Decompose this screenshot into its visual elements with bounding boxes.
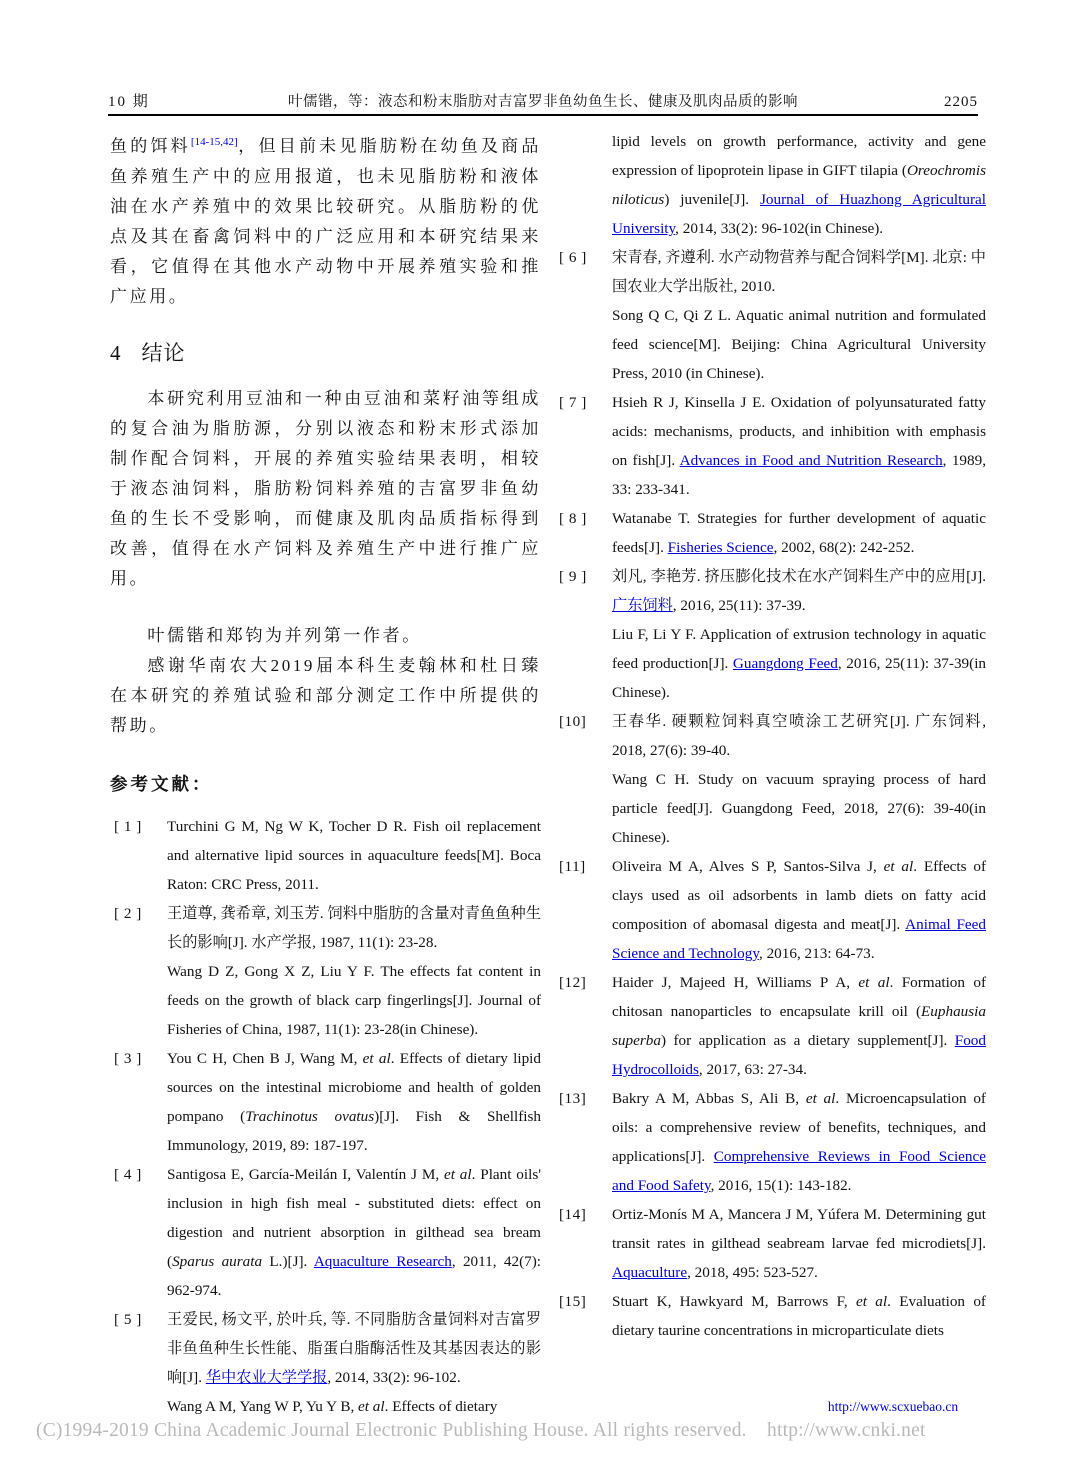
references-list-right (555, 127, 986, 1345)
reference-text: Stuart K, Hawkyard M, Barrows F, (612, 1293, 857, 1310)
reference-text: . Effects of dietary (384, 1397, 498, 1415)
paragraph-text: ，但目前未见脂肪粉在幼鱼及商品鱼养殖生产中的应用报道，也未见脂肪粉和液体油在水产养殖中的效果比较研究。从脂肪粉的优点及其在畜禽饲料中的广泛应用和本研究结果来看，它值得在其他水产动物中开展养殖实验和推广应用。 (110, 136, 542, 306)
reference-text: Trachinotus ovatus (245, 1107, 375, 1125)
reference-text-block (612, 968, 986, 1084)
reference-text: et al (883, 858, 914, 875)
reference-text: 王爱民, 杨文平, 於叶兵, 等. 不同脂肪含量饲料对吉富罗非鱼鱼种生长性能、脂蛋白脂酶活性及其基因表达的影响[J]. (167, 1310, 541, 1386)
reference-text: et al (358, 1397, 385, 1415)
reference-text: , 2014, 33(2): 96-102(in Chinese). (675, 220, 884, 237)
reference-number: [11] (559, 858, 586, 875)
reference-number: [ 9 ] (559, 568, 587, 585)
reference-text: , 2018, 495: 523-527. (687, 1264, 818, 1281)
journal-link[interactable]: 华中农业大学学报 (205, 1368, 328, 1386)
reference-text-block (167, 1160, 541, 1305)
reference-number: [15] (559, 1293, 587, 1310)
reference-text-block (612, 562, 986, 620)
reference-text: . Formation of chitosan nanoparticles to encapsulate krill oil ( (612, 974, 986, 1020)
reference-number: [ 1 ] (114, 817, 142, 835)
reference-text-block (612, 388, 986, 504)
reference-text: . Microencapsulation of oils: a comprehensive review of benefits, techniques, and applications[J]. (612, 1090, 986, 1165)
page-header (108, 90, 978, 111)
references-list-left (110, 812, 541, 1421)
journal-link[interactable]: Food Hydrocolloids (612, 1032, 986, 1078)
page-number: 2205 (944, 94, 978, 110)
reference-item (110, 899, 541, 1044)
author-note: 叶儒锴和郑钧为并列第一作者。 (147, 625, 422, 645)
reference-number: [10] (559, 713, 587, 730)
reference-text: . Plant oils' inclusion in high fish meal - substituted diets: effect on digestion and nutrient absorption in gilthead sea bream ( (167, 1165, 541, 1270)
reference-text: Wang D Z, Gong X Z, Liu Y F. The effects fat content in feeds on the growth of black carp fingerlings[J]. Journal of Fisheries of China, 1987, 11(1): 23-28(in Chinese). (167, 962, 541, 1038)
reference-text: Turchini G M, Ng W K, Tocher D R. Fish oil replacement and alternative lipid sources in aquaculture feeds[M]. Boca Raton: CRC Press, 2011. (167, 817, 541, 893)
reference-text-block (167, 812, 541, 899)
reference-text: 王春华. 硬颗粒饲料真空喷涂工艺研究[J]. 广东饲料, 2018, 27(6): 39-40. (612, 713, 986, 759)
journal-link[interactable]: Guangdong Feed (732, 655, 838, 672)
reference-text: Oreochromis niloticus (612, 162, 986, 208)
reference-text: Watanabe T. Strategies for further development of aquatic feeds[J]. (612, 510, 986, 556)
reference-text: ) juvenile[J]. (664, 191, 760, 208)
reference-text: Bakry A M, Abbas S, Ali B, (612, 1090, 806, 1107)
reference-number: [13] (559, 1090, 587, 1107)
reference-item (555, 388, 986, 504)
reference-number: [ 5 ] (114, 1310, 142, 1328)
reference-item (110, 1160, 541, 1305)
reference-number: [14] (559, 1206, 587, 1223)
reference-text: et al (443, 1165, 472, 1183)
reference-item (555, 1084, 986, 1200)
references-heading: 参考文献： (110, 773, 213, 794)
reference-text: Wang A M, Yang W P, Yu Y B, (167, 1397, 359, 1415)
reference-text-block (612, 620, 986, 707)
reference-text: Liu F, Li Y F. Application of extrusion technology in aquatic feed production[J]. (612, 626, 986, 672)
reference-item (110, 1044, 541, 1160)
reference-text: Euphausia superba (612, 1003, 986, 1049)
journal-link[interactable]: Aquaculture (612, 1264, 688, 1281)
journal-link[interactable]: Animal Feed Science and Technology (612, 916, 987, 962)
reference-text: 刘凡, 李艳芳. 挤压膨化技术在水产饲料生产中的应用[J]. (612, 568, 986, 585)
reference-text-block (612, 852, 986, 968)
conclusion-paragraph: 本研究利用豆油和一种由豆油和菜籽油等组成的复合油为脂肪源，分别以液态和粉末形式添加制作配合饲料，开展的养殖实验结果表明，相较于液态油饲料，脂肪粉饲料养殖的吉富罗非鱼幼鱼的生长不受影响，而健康及肌肉品质指标得到改善，值得在水产饲料及养殖生产中进行推广应用。 (110, 388, 541, 588)
reference-text-block (167, 957, 541, 1044)
reference-text: , 2016, 213: 64-73. (758, 945, 875, 962)
reference-number: [ 2 ] (114, 904, 142, 922)
section-title: 结论 (141, 340, 186, 365)
reference-text-block (612, 127, 986, 243)
reference-number: [ 7 ] (559, 394, 587, 411)
reference-text: Santigosa E, García-Meilán I, Valentín J M, (167, 1165, 444, 1183)
reference-text: , 2016, 25(11): 37-39. (672, 597, 806, 614)
reference-text: You C H, Chen B J, Wang M, (167, 1049, 363, 1067)
paragraph-text: 鱼的饵料 (110, 136, 191, 156)
section-heading (110, 337, 541, 367)
reference-item (555, 968, 986, 1084)
reference-text: Hsieh R J, Kinsella J E. Oxidation of polyunsaturated fatty acids: mechanisms, products, and inhibition with emphasis on fish[J]. (612, 394, 986, 469)
reference-text-block (612, 1200, 986, 1287)
reference-number: [ 8 ] (559, 510, 587, 527)
reference-number: [ 6 ] (559, 249, 587, 266)
reference-text: , 2016, 25(11): 37-39(in Chinese). (612, 655, 987, 701)
reference-text: lipid levels on growth performance, activity and gene expression of lipoprotein lipase in GIFT tilapia ( (612, 133, 986, 179)
reference-text: Oliveira M A, Alves S P, Santos-Silva J, (612, 858, 884, 875)
reference-text-block (167, 1392, 541, 1421)
reference-item (555, 562, 986, 707)
reference-item (555, 707, 986, 852)
journal-url-link[interactable]: http://www.scxuebao.cn (827, 1399, 959, 1414)
reference-item (110, 1305, 541, 1421)
reference-text: , 2017, 63: 27-34. (698, 1061, 807, 1078)
reference-text: Wang C H. Study on vacuum spraying process of hard particle feed[J]. Guangdong Feed, 2018, 27(6): 39-40(in Chinese). (612, 771, 986, 846)
reference-number: [ 3 ] (114, 1049, 142, 1067)
reference-text-block (167, 899, 541, 957)
intro-paragraph (110, 127, 541, 312)
header-divider (108, 114, 978, 116)
reference-text-block (612, 504, 986, 562)
reference-text: . Evaluation of dietary taurine concentrations in microparticulate diets (612, 1293, 986, 1339)
reference-text: . Effects of clays used as oil adsorbents in lamb diets on fatty acid composition of abomasal digesta and meat[J]. (612, 858, 987, 933)
reference-text: Ortiz-Monís M A, Mancera J M, Yúfera M. Determining gut transit rates in gilthead seabream larvae fed microdiets[J]. (612, 1206, 986, 1252)
right-column (555, 127, 986, 1395)
reference-text-block (167, 1044, 541, 1160)
reference-text: , 2002, 68(2): 242-252. (773, 539, 915, 556)
section-number: 4 (110, 340, 122, 365)
citation-link[interactable]: [14-15,42] (190, 136, 238, 148)
journal-link[interactable]: Journal of Huazhong Agricultural University (612, 191, 986, 237)
reference-item (110, 812, 541, 899)
reference-number: [ 4 ] (114, 1165, 142, 1183)
reference-text-block (167, 1305, 541, 1392)
reference-item (555, 1287, 986, 1345)
reference-text: , 2016, 15(1): 143-182. (710, 1177, 852, 1194)
running-title: 叶儒锴，等：液态和粉末脂肪对吉富罗非鱼幼鱼生长、健康及肌肉品质的影响 (288, 94, 798, 110)
reference-text: L.)[J]. (262, 1252, 314, 1270)
reference-item (555, 243, 986, 388)
reference-text: , 1989, 33: 233-341. (612, 452, 986, 498)
journal-link[interactable]: Comprehensive Reviews in Food Science and Food Safety (612, 1148, 986, 1194)
reference-text: )[J]. Fish & Shellfish Immunology, 2019, 89: 187-197. (167, 1107, 541, 1154)
acknowledgement-note: 感谢华南农大2019届本科生麦翰林和杜日臻在本研究的养殖试验和部分测定工作中所提供的帮助。 (110, 655, 541, 735)
reference-text-block (612, 707, 986, 765)
copyright-notice: (C)1994-2019 China Academic Journal Electronic Publishing House. All rights reserved. http://www.cnki.net (36, 1420, 926, 1441)
reference-text: et al (856, 1293, 888, 1310)
reference-number: [12] (559, 974, 587, 991)
reference-text: , 2011, 42(7): 962-974. (167, 1252, 541, 1299)
reference-item (555, 852, 986, 968)
reference-text: et al (858, 974, 890, 991)
issue-number: 10 期 (108, 94, 150, 110)
reference-text-block (612, 1287, 986, 1345)
reference-item (555, 504, 986, 562)
reference-text-block (612, 1084, 986, 1200)
reference-text: Sparus aurata (172, 1252, 263, 1270)
reference-item (555, 127, 986, 243)
reference-text: 王道尊, 龚希章, 刘玉芳. 饲料中脂肪的含量对青鱼鱼种生长的影响[J]. 水产学报, 1987, 11(1): 23-28. (167, 904, 541, 951)
reference-text: ) for application as a dietary supplement[J]. (660, 1032, 955, 1049)
left-column (110, 127, 542, 1415)
reference-text-block (612, 765, 986, 852)
reference-text-block (612, 301, 986, 388)
journal-link[interactable]: Aquaculture Research (313, 1252, 452, 1270)
reference-text: et al (362, 1049, 391, 1067)
reference-text: Song Q C, Qi Z L. Aquatic animal nutrition and formulated feed science[M]. Beijing: China Agricultural University Press, 2010 (in Chinese). (612, 307, 986, 382)
journal-link[interactable]: 广东饲料 (612, 597, 673, 614)
journal-link[interactable]: Advances in Food and Nutrition Research (679, 452, 943, 469)
journal-link[interactable]: Fisheries Science (667, 539, 774, 556)
reference-item (555, 1200, 986, 1287)
reference-text: Haider J, Majeed H, Williams P A, (612, 974, 859, 991)
reference-text: et al (805, 1090, 836, 1107)
reference-text: 宋青春, 齐遵利. 水产动物营养与配合饲料学[M]. 北京: 中国农业大学出版社, 2010. (612, 249, 986, 295)
reference-text: . Effects of dietary lipid sources on the intestinal microbiome and health of golden pompano ( (167, 1049, 541, 1125)
reference-text: , 2014, 33(2): 96-102. (327, 1368, 461, 1386)
reference-text-block (612, 243, 986, 301)
